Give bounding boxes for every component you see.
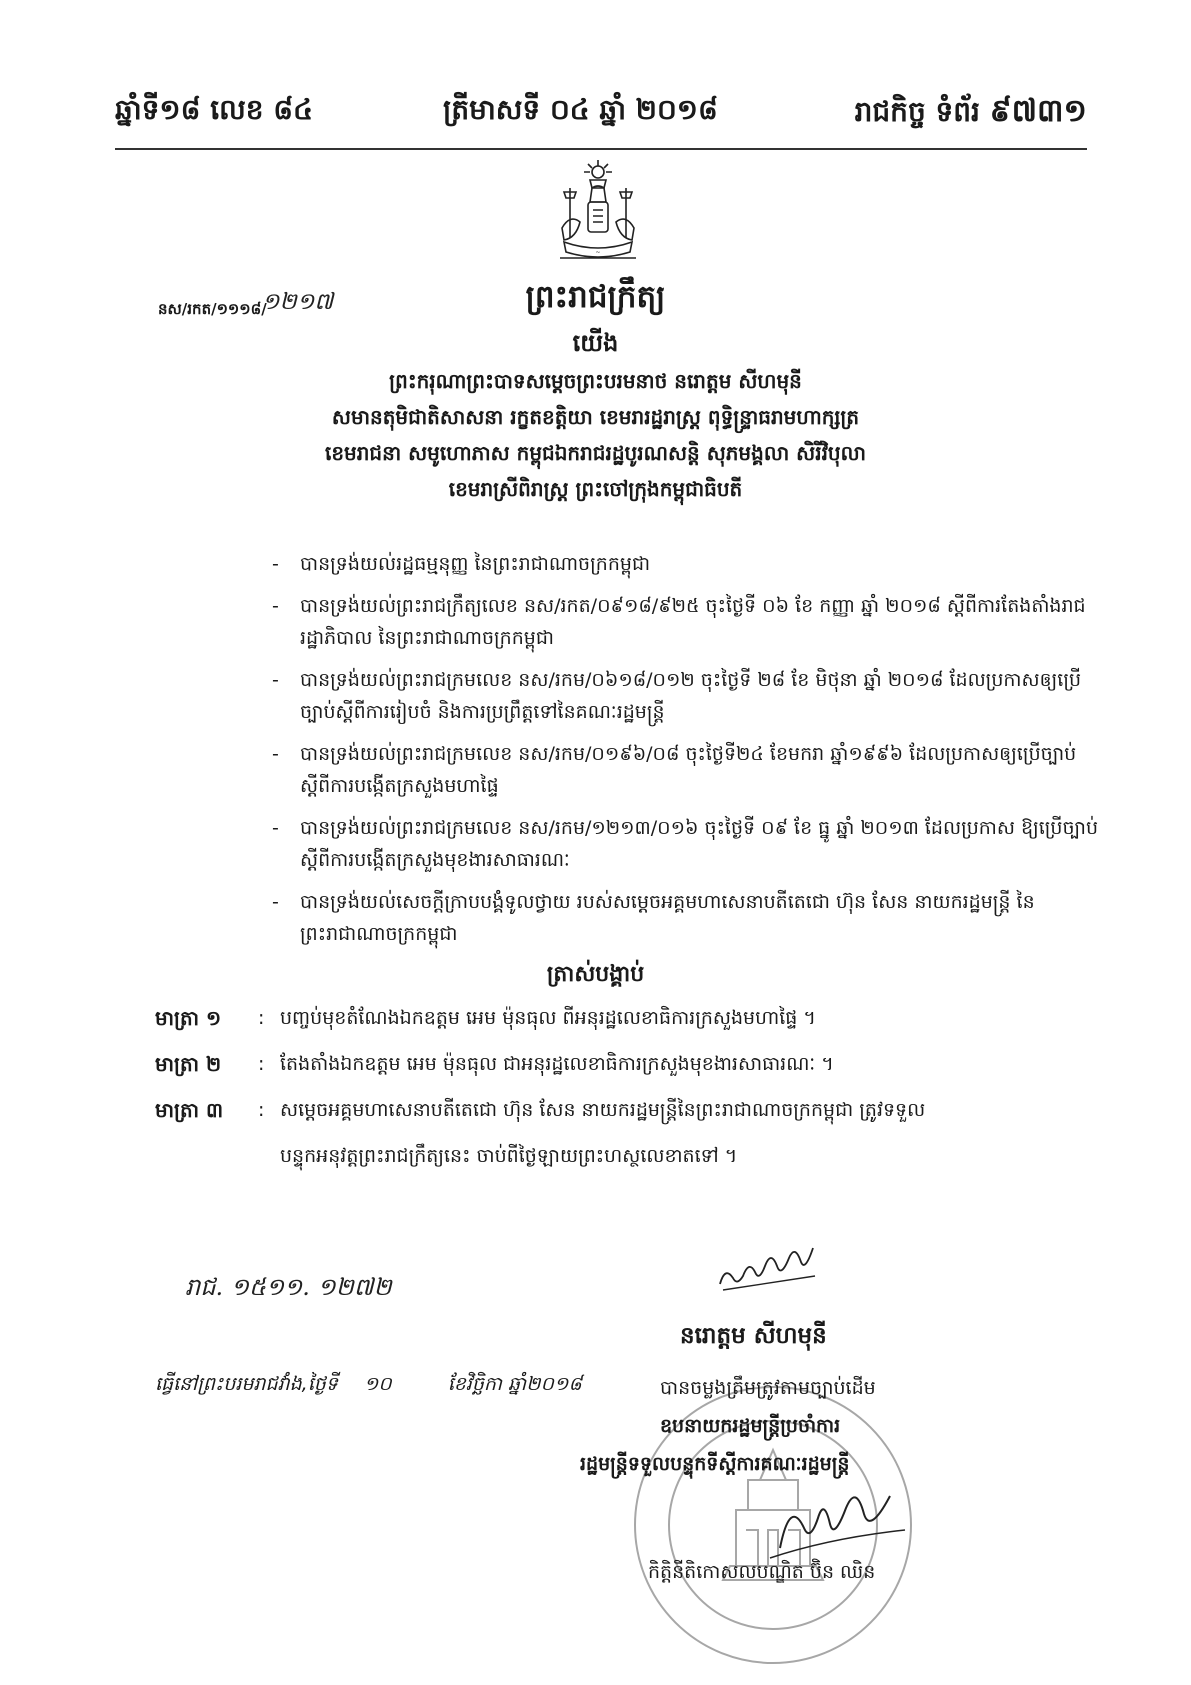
decision-heading: ត្រាស់បង្គាប់ bbox=[546, 962, 645, 987]
header-date: ត្រីមាសទី ០៤ ឆ្នាំ ២០១៨ bbox=[443, 93, 718, 126]
we-heading: យើង bbox=[572, 329, 619, 357]
king-title-line: ខេមរាស្រីពិរាស្ត្រ ព្រះចៅក្រុងកម្ពុជាធិបតី bbox=[448, 477, 743, 501]
preamble-clause: - បានទ្រង់យល់ព្រះរាជក្រមលេខ នស/រកម/០៦១៨/០១២ ចុះថ្ងៃទី ២៨ ខែ មិថុនា ឆ្នាំ ២០១៨ ដែលប្រកាសឲ្យប្រើច្បាប់ស្តីពីការរៀបចំ និងការប្រព្រឹត្តទៅនៃគណៈរដ្ឋមន្ត្រី bbox=[250, 664, 1100, 728]
preamble-clauses bbox=[250, 548, 1100, 960]
article-label: មាត្រា ៣ bbox=[155, 1098, 224, 1122]
place-and-date bbox=[155, 1372, 582, 1400]
king-title-line: ខេមរាជនា សមូហោភាស កម្ពុជឯករាជរដ្ឋបូរណសន្តិ សុភមង្គលា សិរីវិបុលា bbox=[324, 441, 867, 465]
certified-copy-line: បានចម្លងត្រឹមត្រូវតាមច្បាប់ដើម bbox=[660, 1377, 876, 1399]
deputy-pm-title: ឧបនាយករដ្ឋមន្ត្រីប្រចាំការ bbox=[660, 1415, 841, 1437]
article-label: មាត្រា ១ bbox=[155, 1006, 222, 1030]
header-page-number: ៩៧៣១ bbox=[989, 93, 1087, 129]
royal-decree-title: ព្រះរាជក្រឹត្យ bbox=[525, 279, 666, 315]
gazette-header bbox=[115, 92, 1087, 140]
preamble-clause: - បានទ្រង់យល់រដ្ឋធម្មនុញ្ញ នៃព្រះរាជាណាចក្រកម្ពុជា bbox=[250, 548, 1100, 580]
header-page-label: រាជកិច្ច ទំព័រ bbox=[854, 95, 980, 128]
preamble-clause: - បានទ្រង់យល់ព្រះរាជក្រមលេខ នស/រកម/១២១៣/០១៦ ចុះថ្ងៃទី ០៩ ខែ ធ្នូ ឆ្នាំ ២០១៣ ដែលប្រកាស ឱ្យប្រើច្បាប់ស្តីពីការបង្កើតក្រសួងមុខងារសាធារណៈ bbox=[250, 812, 1100, 876]
header-year-issue: ឆ្នាំទី១៨ លេខ ៨៤ bbox=[115, 93, 313, 126]
king-signature-scribble bbox=[715, 1236, 825, 1296]
header-page bbox=[855, 92, 1087, 137]
king-title-line: សមានតុមិជាតិសាសនា រក្ខតខត្តិយា ខេមរារដ្ឋរាស្ត្រ ពុទ្ធិន្ទ្រាធរាមហាក្សត្រ bbox=[331, 405, 860, 429]
preamble-clause: - បានទ្រង់យល់ព្រះរាជក្រមលេខ នស/រកម/០១៩៦/០៨ ចុះថ្ងៃទី២៤ ខែមករា ឆ្នាំ១៩៩៦ ដែលប្រកាសឲ្យប្រើច្បាប់ស្តីពីការបង្កើតក្រសួងមហាផ្ទៃ bbox=[250, 738, 1100, 802]
preamble-clause: - បានទ្រង់យល់ព្រះរាជក្រឹត្យលេខ នស/រកត/០៩១៨/៩២៥ ចុះថ្ងៃទី ០៦ ខែ កញ្ញា ឆ្នាំ ២០១៨ ស្តីពីការតែងតាំងរាជរដ្ឋាភិបាល នៃព្រះរាជាណាចក្រកម្ពុជា bbox=[250, 590, 1100, 654]
king-title-line: ព្រះករុណាព្រះបាទសម្តេចព្រះបរមនាថ នរោត្តម សីហមុនី bbox=[389, 369, 802, 393]
king-name: នរោត្តម សីហមុនី bbox=[680, 1323, 827, 1349]
decree-reference-number: នស/រកត/១១១៨/ bbox=[158, 300, 267, 318]
clause-text: បានទ្រង់យល់រដ្ឋធម្មនុញ្ញ នៃព្រះរាជាណាចក្រកម្ពុជា bbox=[300, 553, 651, 575]
certifier-name: កិត្តិនីតិកោសលបណ្ឌិត ប៊ិន ឈិន bbox=[648, 1561, 876, 1583]
signing-place: ធ្វើនៅព្រះបរមរាជវាំង,ថ្ងៃទី bbox=[155, 1373, 338, 1395]
article-1: មាត្រា ១ : បញ្ចប់មុខតំណែងឯកឧត្តម អេម ម៉ុនធុល ពីអនុរដ្ឋលេខាធិការក្រសួងមហាផ្ទៃ ។ bbox=[155, 1000, 1105, 1036]
clause-text: បានទ្រង់យល់ព្រះរាជក្រឹត្យលេខ នស/រកត/០៩១៨/៩២៥ ចុះថ្ងៃទី ០៦ ខែ កញ្ញា ឆ្នាំ ២០១៨ ស្តីពីការតែងតាំងរាជរដ្ឋាភិបាល នៃព្រះរាជាណាចក្រកម្ពុជា bbox=[300, 595, 1086, 649]
article-3: មាត្រា ៣ : សម្តេចអគ្គមហាសេនាបតីតេជោ ហ៊ុន សែន នាយករដ្ឋមន្ត្រីនៃព្រះរាជាណាចក្រកម្ពុជា ត្រូវទទួល បន្ទុកអនុវត្តព្រះរាជក្រឹត្យនេះ ចាប់ពីថ្ងៃឡាយព្រះហស្ថលេខាតទៅ ។ bbox=[155, 1092, 1105, 1174]
clause-text: បានទ្រង់យល់សេចក្តីក្រាបបង្គំទូលថ្វាយ របស់សម្តេចអគ្គមហាសេនាបតីតេជោ ហ៊ុន សែន នាយករដ្ឋមន្ត្រី នៃព្រះរាជាណាចក្រកម្ពុជា bbox=[300, 891, 1035, 945]
signing-month-year: ខែវិច្ឆិកា ឆ្នាំ២០១៨ bbox=[447, 1373, 582, 1395]
countersignature-scribble bbox=[760, 1478, 910, 1568]
handwritten-registration: រាជ. ១៥១១. ១២៧២ bbox=[185, 1273, 392, 1301]
svg-text:~: ~ bbox=[595, 249, 601, 256]
article-label: មាត្រា ២ bbox=[155, 1052, 222, 1076]
header-rule bbox=[115, 148, 1087, 150]
article-text: តែងតាំងឯកឧត្តម អេម ម៉ុនធុល ជាអនុរដ្ឋលេខាធិការក្រសួងមុខងារសាធារណៈ ។ bbox=[280, 1053, 834, 1075]
clause-text: បានទ្រង់យល់ព្រះរាជក្រមលេខ នស/រកម/០១៩៦/០៨ ចុះថ្ងៃទី២៤ ខែមករា ឆ្នាំ១៩៩៦ ដែលប្រកាសឲ្យប្រើច្បាប់ស្តីពីការបង្កើតក្រសួងមហាផ្ទៃ bbox=[300, 743, 1077, 797]
article-text-continuation: បន្ទុកអនុវត្តព្រះរាជក្រឹត្យនេះ ចាប់ពីថ្ងៃឡាយព្រះហស្ថលេខាតទៅ ។ bbox=[280, 1145, 738, 1167]
signing-day: ១០ bbox=[363, 1373, 392, 1395]
clause-text: បានទ្រង់យល់ព្រះរាជក្រមលេខ នស/រកម/០៦១៨/០១២ ចុះថ្ងៃទី ២៨ ខែ មិថុនា ឆ្នាំ ២០១៨ ដែលប្រកាសឲ្យប្រើច្បាប់ស្តីពីការរៀបចំ និងការប្រព្រឹត្តទៅនៃគណៈរដ្ឋមន្ត្រី bbox=[300, 669, 1082, 723]
preamble-clause: - បានទ្រង់យល់សេចក្តីក្រាបបង្គំទូលថ្វាយ របស់សម្តេចអគ្គមហាសេនាបតីតេជោ ហ៊ុន សែន នាយករដ្ឋមន្ត្រី នៃព្រះរាជាណាចក្រកម្ពុជា bbox=[250, 886, 1100, 950]
decree-reference-handwritten: ១២១៧ bbox=[262, 289, 334, 315]
clause-text: បានទ្រង់យល់ព្រះរាជក្រមលេខ នស/រកម/១២១៣/០១៦ ចុះថ្ងៃទី ០៩ ខែ ធ្នូ ឆ្នាំ ២០១៣ ដែលប្រកាស ឱ្យប្រើច្បាប់ស្តីពីការបង្កើតក្រសួងមុខងារសាធារណៈ bbox=[300, 817, 1099, 871]
article-text: សម្តេចអគ្គមហាសេនាបតីតេជោ ហ៊ុន សែន នាយករដ្ឋមន្ត្រីនៃព្រះរាជាណាចក្រកម្ពុជា ត្រូវទទួល bbox=[280, 1099, 926, 1121]
article-text: បញ្ចប់មុខតំណែងឯកឧត្តម អេម ម៉ុនធុល ពីអនុរដ្ឋលេខាធិការក្រសួងមហាផ្ទៃ ។ bbox=[280, 1007, 816, 1029]
minister-title: រដ្ឋមន្ត្រីទទួលបន្ទុកទីស្តីការគណៈរដ្ឋមន្ត្រី bbox=[580, 1453, 850, 1475]
royal-emblem-icon bbox=[550, 158, 646, 270]
article-2: មាត្រា ២ : តែងតាំងឯកឧត្តម អេម ម៉ុនធុល ជាអនុរដ្ឋលេខាធិការក្រសួងមុខងារសាធារណៈ ។ bbox=[155, 1046, 1105, 1082]
